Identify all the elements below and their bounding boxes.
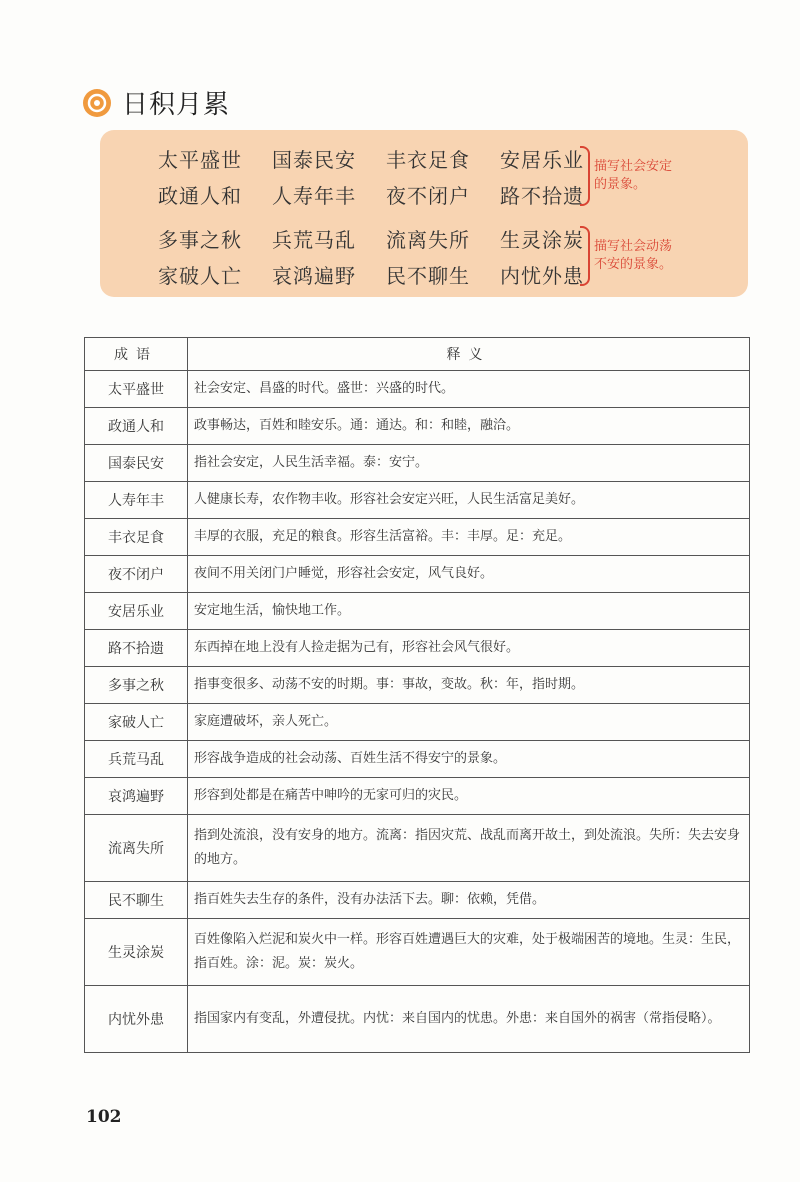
idiom-glossary-table <box>84 337 750 1053</box>
idiom-term: 家破人亡 <box>85 704 188 741</box>
idiom-definition: 百姓像陷入烂泥和炭火中一样。形容百姓遭遇巨大的灾难，处于极端困苦的境地。生灵：生民，指百姓。涂：泥。炭：炭火。 <box>188 919 750 986</box>
idiom-definition: 指百姓失去生存的条件，没有办法活下去。聊：依赖，凭借。 <box>188 882 750 919</box>
idiom-term: 丰衣足食 <box>85 519 188 556</box>
idiom-row <box>158 180 614 209</box>
table-row <box>85 882 750 919</box>
idiom: 路不拾遗 <box>500 184 584 208</box>
idiom: 人寿年丰 <box>272 184 356 208</box>
idiom-term: 国泰民安 <box>85 445 188 482</box>
column-header-term: 成语 <box>85 338 188 371</box>
idiom-definition: 指到处流浪，没有安身的地方。流离：指因灾荒、战乱而离开故土，到处流浪。失所：失去安身的地方。 <box>188 815 750 882</box>
table-row <box>85 704 750 741</box>
idiom-definition: 指事变很多、动荡不安的时期。事：事故，变故。秋：年，指时期。 <box>188 667 750 704</box>
section-title: 日积月累 <box>122 90 231 120</box>
idiom: 太平盛世 <box>158 148 242 172</box>
idiom-row <box>158 144 614 173</box>
idiom-term: 哀鸿遍野 <box>85 778 188 815</box>
idiom-row <box>158 224 614 253</box>
idiom-definition: 东西掉在地上没有人捡走据为己有，形容社会风气很好。 <box>188 630 750 667</box>
page-number: 102 <box>86 1107 122 1127</box>
idiom: 家破人亡 <box>158 264 242 288</box>
idiom-definition: 人健康长寿，农作物丰收。形容社会安定兴旺，人民生活富足美好。 <box>188 482 750 519</box>
idiom-term: 人寿年丰 <box>85 482 188 519</box>
idiom-term: 太平盛世 <box>85 371 188 408</box>
brace-bracket <box>580 226 590 286</box>
brace-bracket <box>580 146 590 206</box>
idiom-term: 生灵涂炭 <box>85 919 188 986</box>
idiom-term: 夜不闭户 <box>85 556 188 593</box>
idiom-term: 内忧外患 <box>85 986 188 1053</box>
idiom-definition: 形容战争造成的社会动荡、百姓生活不得安宁的景象。 <box>188 741 750 778</box>
table-row <box>85 630 750 667</box>
table-row <box>85 986 750 1053</box>
table-row <box>85 519 750 556</box>
idiom: 丰衣足食 <box>386 148 470 172</box>
idiom-definition: 夜间不用关闭门户睡觉，形容社会安定，风气良好。 <box>188 556 750 593</box>
idiom: 生灵涂炭 <box>500 228 584 252</box>
column-header-definition: 释义 <box>188 338 750 371</box>
idiom: 政通人和 <box>158 184 242 208</box>
idiom-definition: 形容到处都是在痛苦中呻吟的无家可归的灾民。 <box>188 778 750 815</box>
table-row <box>85 408 750 445</box>
idiom-definition: 指国家内有变乱，外遭侵扰。内忧：来自国内的忧患。外患：来自国外的祸害（常指侵略）。 <box>188 986 750 1053</box>
sun-badge-icon <box>82 88 112 118</box>
idiom-term: 民不聊生 <box>85 882 188 919</box>
group-note: 描写社会安定 的景象。 <box>594 159 673 192</box>
idiom: 多事之秋 <box>158 228 242 252</box>
idiom-definition: 丰厚的衣服，充足的粮食。形容生活富裕。丰：丰厚。足：充足。 <box>188 519 750 556</box>
idiom-definition: 政事畅达，百姓和睦安乐。通：通达。和：和睦，融洽。 <box>188 408 750 445</box>
idiom: 流离失所 <box>386 228 470 252</box>
idiom-term: 流离失所 <box>85 815 188 882</box>
idiom-definition: 安定地生活，愉快地工作。 <box>188 593 750 630</box>
idiom-term: 多事之秋 <box>85 667 188 704</box>
idiom-term: 政通人和 <box>85 408 188 445</box>
idiom-row <box>158 260 614 289</box>
idiom-term: 路不拾遗 <box>85 630 188 667</box>
table-row <box>85 778 750 815</box>
idiom-banner <box>100 130 748 297</box>
idiom: 夜不闭户 <box>386 184 470 208</box>
idiom: 兵荒马乱 <box>272 228 356 252</box>
table-row <box>85 445 750 482</box>
table-header-row <box>85 338 750 371</box>
idiom: 内忧外患 <box>500 264 584 288</box>
table-row <box>85 482 750 519</box>
idiom-definition: 家庭遭破坏，亲人死亡。 <box>188 704 750 741</box>
idiom-term: 安居乐业 <box>85 593 188 630</box>
idiom: 安居乐业 <box>500 148 584 172</box>
section-header <box>82 84 230 121</box>
table-row <box>85 667 750 704</box>
idiom: 国泰民安 <box>272 148 356 172</box>
idiom-definition: 社会安定、昌盛的时代。盛世：兴盛的时代。 <box>188 371 750 408</box>
idiom: 哀鸿遍野 <box>272 264 356 288</box>
table-row <box>85 556 750 593</box>
table-row <box>85 815 750 882</box>
idiom: 民不聊生 <box>386 264 470 288</box>
group-note: 描写社会动荡 不安的景象。 <box>594 239 673 272</box>
idiom-term: 兵荒马乱 <box>85 741 188 778</box>
table-row <box>85 741 750 778</box>
table-row <box>85 371 750 408</box>
table-row <box>85 919 750 986</box>
idiom-definition: 指社会安定，人民生活幸福。泰：安宁。 <box>188 445 750 482</box>
table-row <box>85 593 750 630</box>
